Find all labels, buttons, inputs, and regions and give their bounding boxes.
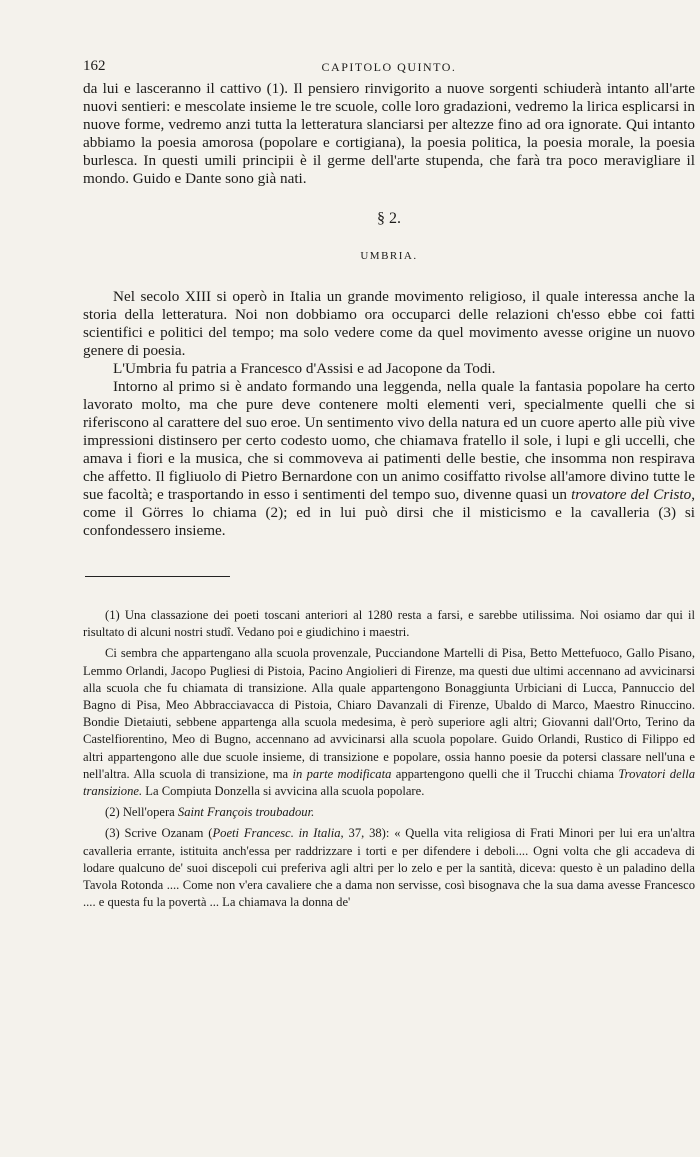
footnotes (83, 607, 695, 911)
footnote-3-text-b: 37, 38): « Quella vita religiosa di Frati Minori per lui era un'altra cavalleria errante, istituita anch'essa per raddrizzare i torti e per difendere i deboli.... Ogni volta che gli accadeva di lodare qualcuno de' suoi discepoli cui preferiva agli altri per lo zelo e per la santità, diceva: questo è un paladino della Tavola Rotonda .... Come non v'era cavaliere che a dama non servisse, così bisognava che la sua dama avesse Francesco .... e questa fu la povertà ... La chiamava la donna de' (83, 826, 695, 910)
main-text (83, 80, 695, 540)
footnote-1-text-c: La Compiuta Donzella si avvicina alla scuola popolare. (142, 784, 425, 799)
footnote-1-intro: (1) Una classazione dei poeti toscani anteriori al 1280 resta a farsi, e sarebbe utilissima. Noi osiamo dar qui il risultato di alcuni nostri studî. Vedano poi e giudichino i maestri. (83, 608, 695, 640)
chapter-title: CAPITOLO QUINTO. (321, 60, 457, 74)
book-page (83, 58, 695, 911)
footnote-2-italic: Saint François troubadour. (177, 805, 315, 820)
footnote-2 (83, 804, 695, 821)
running-head (83, 58, 695, 80)
paragraph-3-text-b: , come il Görres lo chiama (2); ed in lui può dirsi che il misticismo e la cavalleria (3) si confondessero insieme. (83, 486, 695, 539)
footnote-1-body (83, 645, 695, 800)
footnote-3-text-a: (3) Scrive Ozanam ( (105, 826, 213, 841)
footnote-1-text-a: Ci sembra che appartengano alla scuola provenzale, Pucciandone Martelli di Pisa, Betto Mettefuoco, Gallo Pisano, Lemmo Orlandi, Jacopo Pugliesi di Pistoia, Pacino Angiolieri di Firenze, ma questi due ultimi accennano ad avvicinarsi alla scuola che fu chiamata di transizione. Alla quale appartengono Bonaggiunta Urbiciani di Lucca, Pannuccio del Bagno di Pisa, Meo Abbracciavacca di Pistoia, Chiaro Davanzali di Firenze, Ubaldo di Marco, Maestro Rinuccino. Bondie Dietaiuti, sebbene appartenga alla scuola medesima, è però superiore agli altri; Giovanni dall'Orto, Terino da Castelfiorentino, Meo di Bugno, accennano ad avvicinarsi alla scuola popolare. Guido Orlandi, Rustico di Filippo ed altri appartengono alle due scuole insieme, di transizione e popolare, ossia hanno poesie da potersi classare nell'una e nell'altra. Alla scuola di transizione, ma (83, 646, 695, 781)
paragraph-3 (83, 378, 695, 540)
footnote-1-italic-2: Trovatori della transizione. (83, 766, 695, 799)
paragraph-1: Nel secolo XIII si operò in Italia un grande movimento religioso, il quale interessa anche la storia della letteratura. Noi non dobbiamo ora occuparci delle relazioni ch'esso ebbe coi fatti scientifici e politici del tempo; ma solo vedere come da quel movimento avesse origine un nuovo genere di poesia. (83, 288, 695, 359)
paragraph-3-text-a: Intorno al primo si è andato formando una leggenda, nella quale la fantasia popolare ha certo lavorato molto, ma che pure deve contenere molti elementi veri, specialmente quelli che si riferiscono al carattere del suo eroe. Un sentimento vivo della natura ed un cuore aperto alle più vive impressioni distinsero per certo codesto uomo, che chiamava fratello il sole, i lupi e gli uccelli, che amava i fiori e la musica, che si commoveva ai patimenti delle bestie, che insomma non respirava che affetto. Il figliuolo di Pietro Bernardone con un animo cosiffatto rivolse all'amore divino tutte le sue facoltà; e trasportando in esso i sentimenti del tempo suo, divenne quasi un (83, 378, 695, 503)
paragraph-2: L'Umbria fu patria a Francesco d'Assisi e ad Jacopone da Todi. (113, 360, 496, 377)
footnote-1-italic-1: in parte modificata (292, 766, 392, 781)
footnote-3-italic: Poeti Francesc. in Italia, (212, 826, 344, 841)
page-number: 162 (83, 58, 106, 74)
footnote-3 (83, 825, 695, 911)
section-number: § 2. (377, 210, 401, 227)
footnote-2-text: (2) Nell'opera (105, 805, 178, 820)
footnote-divider (85, 576, 230, 577)
footnote-1-text-b: appartengono quelli che il Trucchi chiama (391, 766, 619, 781)
paragraph-3-italic: trovatore del Cristo (571, 486, 692, 503)
section-title: UMBRIA. (360, 250, 418, 262)
opening-paragraph: da lui e lasceranno il cattivo (1). Il pensiero rinvigorito a nuove sorgenti schiuderà intanto all'arte nuovi sentieri: e mescolate insieme le tre scuole, colle loro gradazioni, vedremo la lirica esplicarsi in nuove forme, vedremo anzi tutta la letteratura slanciarsi per altezze fino ad ora ignorate. Qui intanto abbiamo la poesia amorosa (popolare e cortigiana), la poesia politica, la poesia morale, la poesia burlesca. In questi umili principii è il germe dell'arte stupenda, che farà tra poco meravigliare il mondo. Guido e Dante sono già nati. (83, 80, 695, 187)
